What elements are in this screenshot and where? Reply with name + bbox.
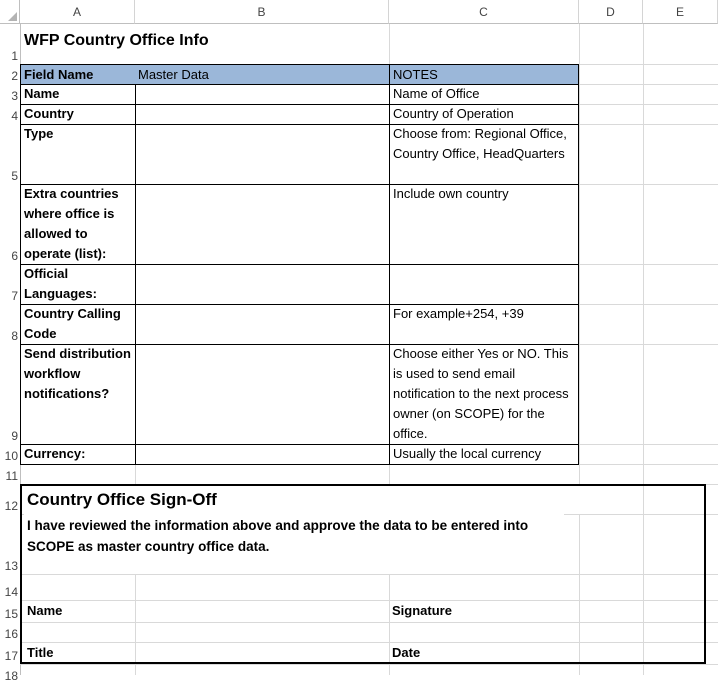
notes-cell-type[interactable]: Choose from: Regional Office, Country Office, HeadQuarters [389, 124, 579, 185]
row-header[interactable]: 6 [11, 249, 18, 263]
header-master-data[interactable] [135, 64, 389, 85]
signoff-title[interactable]: Country Office Sign-Off [24, 486, 584, 514]
row-header[interactable]: 11 [5, 469, 18, 483]
master-data-cell-country[interactable] [135, 104, 389, 125]
gridline [20, 622, 718, 623]
signoff-signature-label[interactable]: Signature [392, 603, 452, 618]
signoff-name-label[interactable]: Name [27, 603, 63, 618]
row-header[interactable]: 9 [11, 429, 18, 443]
row-header[interactable]: 10 [4, 449, 18, 463]
header-field-name[interactable]: Field Name [20, 64, 135, 85]
notes-cell-notifications[interactable]: Choose either Yes or NO. This is used to send email notification to the next process owner (on SCOPE) for the office. [389, 344, 579, 445]
master-data-cell-languages[interactable] [135, 264, 389, 305]
header-master-data-label: Master Data [138, 67, 209, 82]
field-label-notifications[interactable]: Send distribution workflow notifications? [20, 344, 135, 445]
row-header[interactable]: 8 [11, 329, 18, 343]
notes-cell-country[interactable]: Country of Operation [389, 104, 579, 125]
page-title[interactable]: WFP Country Office Info [21, 24, 389, 64]
row-header[interactable]: 14 [4, 585, 18, 599]
column-header-c[interactable]: C [389, 0, 579, 24]
gridline [20, 484, 718, 485]
column-header-e[interactable]: E [643, 0, 718, 24]
row-header[interactable]: 7 [11, 289, 18, 303]
row-header[interactable]: 5 [11, 169, 18, 183]
column-header-b[interactable]: B [135, 0, 389, 24]
row-header[interactable]: 17 [4, 649, 18, 663]
gridline [20, 642, 718, 643]
field-label-country[interactable]: Country [20, 104, 135, 125]
row-header[interactable]: 13 [4, 559, 18, 573]
field-label-calling-code[interactable]: Country Calling Code [20, 304, 135, 345]
field-label-currency[interactable]: Currency: [20, 444, 135, 465]
column-header-d[interactable]: D [579, 0, 643, 24]
row-header[interactable]: 16 [4, 627, 18, 641]
notes-cell-extra-countries[interactable]: Include own country [389, 184, 579, 265]
select-all-corner[interactable] [0, 0, 20, 24]
master-data-cell-notifications[interactable] [135, 344, 389, 445]
row-header[interactable]: 15 [4, 607, 18, 621]
gridline [579, 24, 580, 675]
row-header[interactable]: 1 [11, 49, 18, 63]
master-data-cell-calling-code[interactable] [135, 304, 389, 345]
gridline [20, 664, 718, 665]
master-data-cell-extra-countries[interactable] [135, 184, 389, 265]
notes-cell-name[interactable]: Name of Office [389, 84, 579, 105]
gridline [643, 24, 644, 675]
notes-cell-currency[interactable]: Usually the local currency [389, 444, 579, 465]
field-label-name[interactable]: Name [20, 84, 135, 105]
field-label-type[interactable]: Type [20, 124, 135, 185]
master-data-cell-currency[interactable] [135, 444, 389, 465]
field-label-languages[interactable]: Official Languages: [20, 264, 135, 305]
notes-cell-languages[interactable] [389, 264, 579, 305]
header-notes[interactable]: NOTES [389, 64, 579, 85]
signoff-statement[interactable]: I have reviewed the information above and approve the data to be entered into SCOPE as master country office data. [24, 514, 564, 574]
signoff-date-label[interactable]: Date [392, 645, 421, 660]
row-header[interactable]: 2 [11, 69, 18, 83]
row-header[interactable]: 3 [11, 89, 18, 103]
gridline [20, 600, 718, 601]
master-data-cell-type[interactable] [135, 124, 389, 185]
row-header[interactable]: 12 [4, 499, 18, 513]
column-header-a[interactable]: A [20, 0, 135, 24]
notes-cell-calling-code[interactable]: For example+254, +39 [389, 304, 579, 345]
field-label-extra-countries[interactable]: Extra countries where office is allowed to operate (list): [20, 184, 135, 265]
row-header[interactable]: 4 [11, 109, 18, 123]
master-data-cell-name[interactable] [135, 84, 389, 105]
row-header[interactable]: 18 [4, 669, 18, 683]
signoff-title-label[interactable]: Title [27, 645, 54, 660]
gridline [20, 574, 718, 575]
